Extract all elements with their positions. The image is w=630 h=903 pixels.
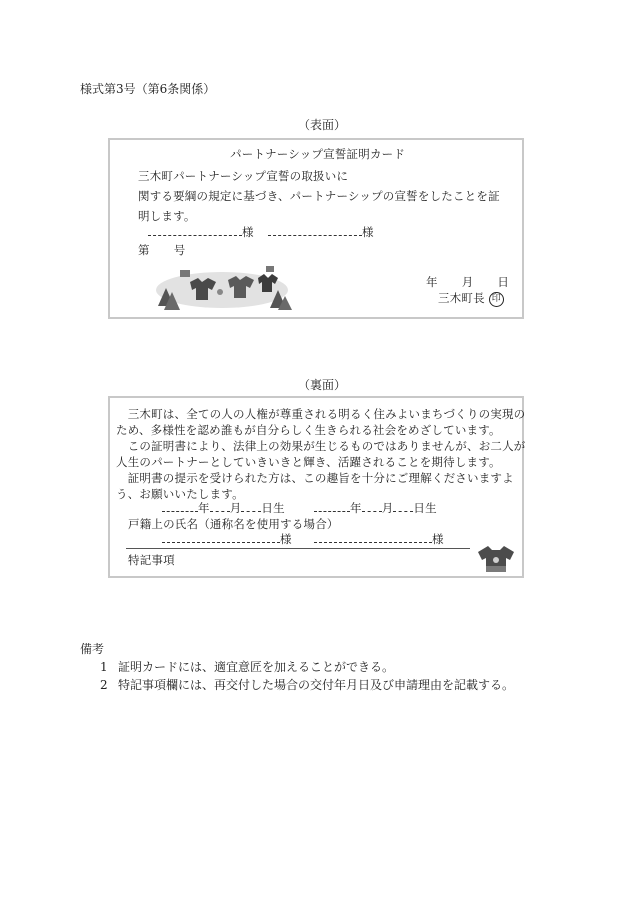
remarks-label: 特記事項 <box>128 553 175 567</box>
partner-name-1 <box>148 224 254 240</box>
back-body-line-2: ため、多様性を認め誰もが自分らしく生きられる社会をめざしています。 <box>116 423 501 437</box>
number-suffix: 号 <box>173 243 186 257</box>
front-body-line-3: 明します。 <box>138 209 196 223</box>
form-label: 様式第3号（第6条関係） <box>80 82 216 96</box>
number-prefix: 第 <box>138 243 150 257</box>
date-day: 日 <box>497 275 510 289</box>
back-body-line-3: この証明書により、法律上の効果が生じるものではありませんが、お二人が <box>116 439 526 453</box>
name-blank-1 <box>148 224 242 236</box>
honorific-1: 様 <box>242 225 254 239</box>
front-card <box>108 138 524 319</box>
card-title: パートナーシップ宣誓証明カード <box>230 147 406 161</box>
name-heading: 戸籍上の氏名（通称名を使用する場合） <box>128 517 339 531</box>
seal-icon: 印 <box>489 292 504 307</box>
issue-date <box>426 274 509 290</box>
birth-day-1: 日生 <box>261 501 285 515</box>
birthdate-2 <box>314 500 437 516</box>
date-month: 月 <box>461 275 474 289</box>
note-number-1: 1 <box>100 660 108 674</box>
back-name-blank-2 <box>314 531 432 543</box>
front-body-line-2: 関する要綱の規定に基づき、パートナーシップの宣誓をしたことを証 <box>138 189 500 203</box>
notes-heading: 備考 <box>80 642 105 656</box>
front-section-label: （表面） <box>298 118 347 132</box>
partner-name-2 <box>268 224 374 240</box>
back-honorific-2: 様 <box>432 532 444 546</box>
town-illustration <box>150 260 300 314</box>
birth-year-2: 年 <box>350 501 362 515</box>
birthdate-1 <box>162 500 285 516</box>
issuer-name: 三木町長 <box>438 291 485 305</box>
issuer <box>438 290 504 307</box>
back-name-blank-1 <box>162 531 280 543</box>
back-body-line-1: 三木町は、全ての人の人権が尊重される明るく住みよいまちづくりの実現の <box>116 407 526 421</box>
note-item-1 <box>100 658 394 675</box>
back-body-line-5: 証明書の提示を受けられた方は、この趣旨を十分にご理解くださいますよ <box>116 471 514 485</box>
back-honorific-1: 様 <box>280 532 292 546</box>
birth-month-1: 月 <box>229 501 242 515</box>
front-body-line-1: 三木町パートナーシップ宣誓の取扱いに <box>138 169 349 183</box>
mascot-icon <box>474 542 518 576</box>
birth-year-1: 年 <box>198 501 210 515</box>
date-year: 年 <box>426 275 438 289</box>
back-body-line-4: 人生のパートナーとしていきいきと輝き、活躍されることを期待します。 <box>116 455 501 469</box>
name-blank-2 <box>268 224 362 236</box>
birth-month-2: 月 <box>381 501 394 515</box>
honorific-2: 様 <box>362 225 374 239</box>
certificate-number <box>138 242 185 258</box>
back-partner-name-2 <box>314 531 444 547</box>
note-number-2: 2 <box>100 678 108 692</box>
back-card <box>108 396 524 578</box>
birth-day-2: 日生 <box>413 501 437 515</box>
back-body-line-6: う、お願いいたします。 <box>116 487 244 501</box>
note-item-2 <box>100 676 514 693</box>
divider-line <box>126 548 470 549</box>
note-text-2: 特記事項欄には、再交付した場合の交付年月日及び申請理由を記載する。 <box>118 678 515 692</box>
back-partner-name-1 <box>162 531 292 547</box>
note-text-1: 証明カードには、適宜意匠を加えることができる。 <box>118 660 395 674</box>
back-section-label: （裏面） <box>298 378 347 392</box>
